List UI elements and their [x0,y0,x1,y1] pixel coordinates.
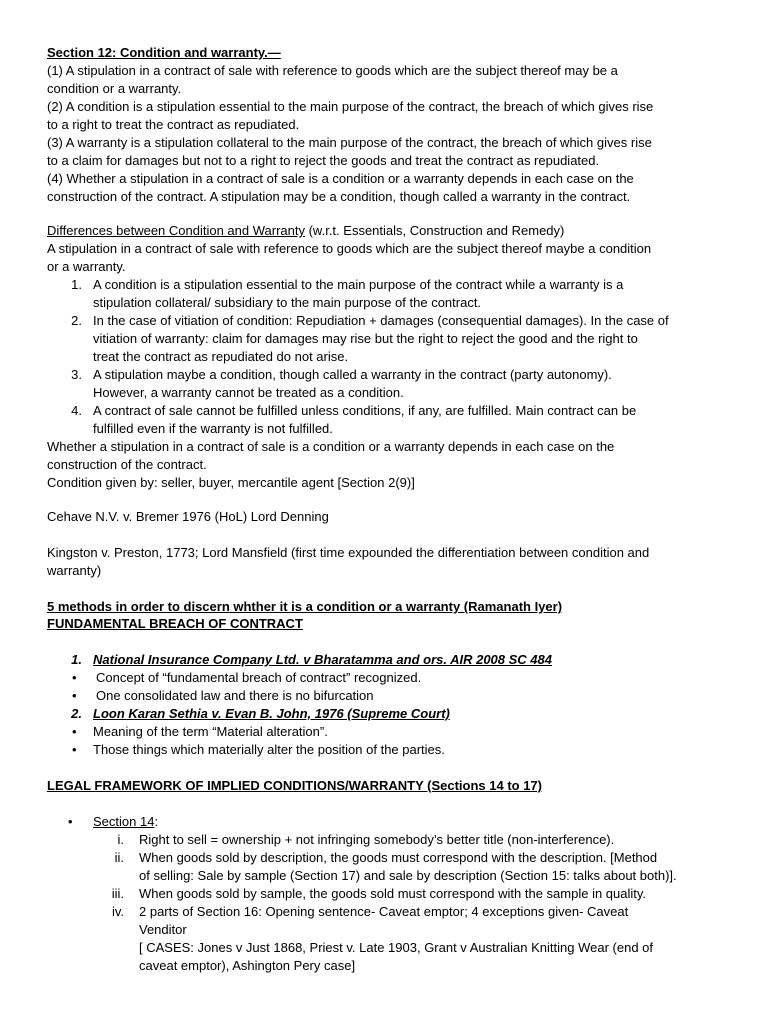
bullet-icon: • [68,814,73,829]
list-number: 1. [71,277,82,292]
list-number: 3. [71,367,82,382]
condition-given-by: Condition given by: seller, buyer, mercantile agent [Section 2(9)] [47,475,415,490]
s12-paragraph-2-line-2: to a right to treat the contract as repudiated. [47,117,300,132]
case-cehave: Cehave N.V. v. Bremer 1976 (HoL) Lord Denning [47,509,329,524]
list-number: 2. [71,313,82,328]
case-national-insurance: National Insurance Company Ltd. v Bharatamma and ors. AIR 2008 SC 484 [93,652,552,667]
section-14-item-line: [ CASES: Jones v Just 1868, Priest v. Late 1903, Grant v Australian Knitting Wear (end of [139,940,654,955]
list-item-line: treat the contract as repudiated do not arise. [93,349,349,364]
case-point: Concept of “fundamental breach of contract” recognized. [96,670,422,685]
s12-paragraph-3-line-1: (3) A warranty is a stipulation collateral to the main purpose of the contract, the breach of which gives rise [47,135,652,150]
section-14-item-line: Venditor [139,922,187,937]
roman-numeral: iii. [111,886,124,901]
case-point: Those things which materially alter the position of the parties. [93,742,445,757]
differences-heading-suffix: (w.r.t. Essentials, Construction and Remedy) [304,223,565,238]
case-point: One consolidated law and there is no bifurcation [96,688,374,703]
section-14-label [93,813,158,831]
bullet-icon: • [72,742,77,757]
section-14-link: Section 14 [93,814,155,829]
list-item-line: A stipulation maybe a condition, though called a warranty in the contract (party autonomy). [93,367,612,382]
list-item-line: A condition is a stipulation essential to the main purpose of the contract while a warranty is a [93,277,624,292]
differences-after-line-1: Whether a stipulation in a contract of sale is a condition or a warranty depends in each case on the [47,439,615,454]
roman-numeral: i. [117,832,124,847]
fundamental-breach-heading: FUNDAMENTAL BREACH OF CONTRACT [47,616,303,631]
list-number: 4. [71,403,82,418]
legal-framework-heading: LEGAL FRAMEWORK OF IMPLIED CONDITIONS/WARRANTY (Sections 14 to 17) [47,778,542,793]
case-point: Meaning of the term “Material alteration”. [93,724,328,739]
list-item-line: In the case of vitiation of condition: Repudiation + damages (consequential damages). In the case of [93,313,669,328]
case-loon-karan: Loon Karan Sethia v. Evan B. John, 1976 (Supreme Court) [93,706,450,721]
s12-paragraph-3-line-2: to a claim for damages but not to a right to reject the goods and treat the contract as repudiated. [47,153,600,168]
section-14-item-line: When goods sold by sample, the goods sold must correspond with the sample in quality. [139,886,647,901]
differences-heading-line [47,222,564,240]
s12-paragraph-1-line-2: condition or a warranty. [47,81,182,96]
section-14-item-line: caveat emptor), Ashington Pery case] [139,958,356,973]
section-14-item-line: 2 parts of Section 16: Opening sentence- Caveat emptor; 4 exceptions given- Caveat [139,904,629,919]
roman-numeral: ii. [114,850,124,865]
list-number: 1. [71,652,82,667]
list-item-line: vitiation of warranty: claim for damages may rise but the right to reject the good and the right to [93,331,638,346]
methods-heading: 5 methods in order to discern whther it is a condition or a warranty (Ramanath Iyer) [47,599,563,614]
bullet-icon: • [72,670,77,685]
section-14-colon: : [154,814,159,829]
bullet-icon: • [72,724,77,739]
section-14-item-line: Right to sell = ownership + not infringing somebody’s better title (non-interference). [139,832,615,847]
s12-paragraph-4-line-2: construction of the contract. A stipulation may be a condition, though called a warranty in the contract. [47,189,631,204]
list-item-line: fulfilled even if the warranty is not fulfilled. [93,421,333,436]
list-item-line: stipulation collateral/ subsidiary to the main purpose of the contract. [93,295,482,310]
case-kingston-line-1: Kingston v. Preston, 1773; Lord Mansfield (first time expounded the differentiation between condition and [47,545,650,560]
roman-numeral: iv. [111,904,124,919]
section-14-item-line: When goods sold by description, the goods must correspond with the description. [Method [139,850,658,865]
section-12-heading: Section 12: Condition and warranty.— [47,45,281,60]
differences-heading: Differences between Condition and Warranty [47,223,305,238]
differences-intro-line-1: A stipulation in a contract of sale with reference to goods which are the subject thereof maybe a condition [47,241,652,256]
list-item-line: A contract of sale cannot be fulfilled unless conditions, if any, are fulfilled. Main contract can be [93,403,637,418]
s12-paragraph-2-line-1: (2) A condition is a stipulation essential to the main purpose of the contract, the breach of which gives rise [47,99,654,114]
bullet-icon: • [72,688,77,703]
section-14-item-line: of selling: Sale by sample (Section 17) and sale by description (Section 15: talks about both)]. [139,868,677,883]
list-number: 2. [71,706,82,721]
list-item-line: However, a warranty cannot be treated as a condition. [93,385,404,400]
differences-after-line-2: construction of the contract. [47,457,207,472]
s12-paragraph-1-line-1: (1) A stipulation in a contract of sale with reference to goods which are the subject thereof may be a [47,63,618,78]
case-kingston-line-2: warranty) [47,563,102,578]
differences-intro-line-2: or a warranty. [47,259,126,274]
s12-paragraph-4-line-1: (4) Whether a stipulation in a contract of sale is a condition or a warranty depends in each case on the [47,171,634,186]
